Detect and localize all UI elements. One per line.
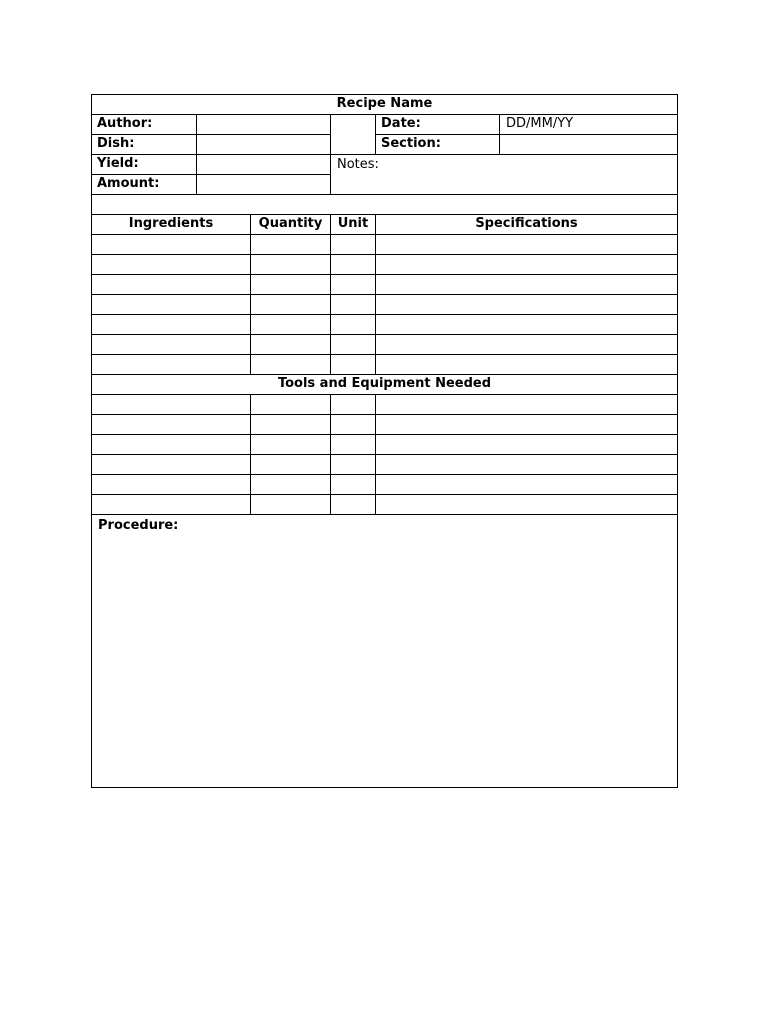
ingredient-quantity-cell[interactable] (250, 254, 331, 275)
ingredient-quantity-cell[interactable] (250, 354, 331, 375)
amount-field[interactable] (196, 174, 331, 195)
notes-label: Notes: (337, 157, 379, 172)
recipe-name-title: Recipe Name (91, 94, 678, 115)
ingredient-spec-cell[interactable] (375, 334, 678, 355)
tool-cell[interactable] (250, 494, 331, 515)
dish-label: Dish: (91, 134, 197, 155)
tool-cell[interactable] (375, 394, 678, 415)
tool-cell[interactable] (375, 474, 678, 495)
tool-cell[interactable] (250, 414, 331, 435)
amount-label: Amount: (91, 174, 197, 195)
procedure-label: Procedure: (98, 518, 179, 533)
yield-field[interactable] (196, 154, 331, 175)
quantity-header: Quantity (250, 214, 331, 235)
ingredient-spec-cell[interactable] (375, 274, 678, 295)
ingredient-name-cell[interactable] (91, 294, 251, 315)
section-field[interactable] (499, 134, 678, 155)
tool-cell[interactable] (91, 474, 251, 495)
ingredient-name-cell[interactable] (91, 274, 251, 295)
ingredient-quantity-cell[interactable] (250, 294, 331, 315)
tool-cell[interactable] (330, 414, 376, 435)
tool-cell[interactable] (330, 434, 376, 455)
ingredient-unit-cell[interactable] (330, 354, 376, 375)
ingredient-spec-cell[interactable] (375, 254, 678, 275)
tool-cell[interactable] (330, 454, 376, 475)
specifications-header: Specifications (375, 214, 678, 235)
tool-cell[interactable] (91, 394, 251, 415)
tool-cell[interactable] (330, 394, 376, 415)
ingredient-name-cell[interactable] (91, 254, 251, 275)
author-field[interactable] (196, 114, 331, 135)
spacer-row (91, 194, 678, 215)
tool-cell[interactable] (375, 454, 678, 475)
ingredient-spec-cell[interactable] (375, 294, 678, 315)
ingredient-quantity-cell[interactable] (250, 234, 331, 255)
tool-cell[interactable] (375, 434, 678, 455)
tool-cell[interactable] (250, 394, 331, 415)
tool-cell[interactable] (91, 414, 251, 435)
ingredient-name-cell[interactable] (91, 314, 251, 335)
ingredient-spec-cell[interactable] (375, 354, 678, 375)
tool-cell[interactable] (375, 494, 678, 515)
ingredient-unit-cell[interactable] (330, 314, 376, 335)
ingredient-name-cell[interactable] (91, 234, 251, 255)
date-field[interactable]: DD/MM/YY (499, 114, 678, 135)
tool-cell[interactable] (330, 474, 376, 495)
ingredient-spec-cell[interactable] (375, 314, 678, 335)
ingredient-spec-cell[interactable] (375, 234, 678, 255)
dish-field[interactable] (196, 134, 331, 155)
date-label: Date: (375, 114, 500, 135)
tools-equipment-title: Tools and Equipment Needed (91, 374, 678, 395)
ingredient-quantity-cell[interactable] (250, 274, 331, 295)
unit-header: Unit (330, 214, 376, 235)
ingredient-quantity-cell[interactable] (250, 314, 331, 335)
yield-label: Yield: (91, 154, 197, 175)
tool-cell[interactable] (330, 494, 376, 515)
ingredients-header: Ingredients (91, 214, 251, 235)
ingredient-unit-cell[interactable] (330, 234, 376, 255)
ingredient-unit-cell[interactable] (330, 294, 376, 315)
ingredient-unit-cell[interactable] (330, 334, 376, 355)
procedure-area[interactable] (91, 514, 678, 788)
ingredient-unit-cell[interactable] (330, 274, 376, 295)
author-label: Author: (91, 114, 197, 135)
ingredient-quantity-cell[interactable] (250, 334, 331, 355)
tool-cell[interactable] (91, 454, 251, 475)
tool-cell[interactable] (250, 434, 331, 455)
header-spacer-cell (330, 114, 376, 155)
notes-field[interactable] (330, 154, 678, 195)
tool-cell[interactable] (91, 434, 251, 455)
ingredient-name-cell[interactable] (91, 334, 251, 355)
ingredient-unit-cell[interactable] (330, 254, 376, 275)
tool-cell[interactable] (91, 494, 251, 515)
tool-cell[interactable] (375, 414, 678, 435)
ingredient-name-cell[interactable] (91, 354, 251, 375)
tool-cell[interactable] (250, 474, 331, 495)
tool-cell[interactable] (250, 454, 331, 475)
section-label: Section: (375, 134, 500, 155)
